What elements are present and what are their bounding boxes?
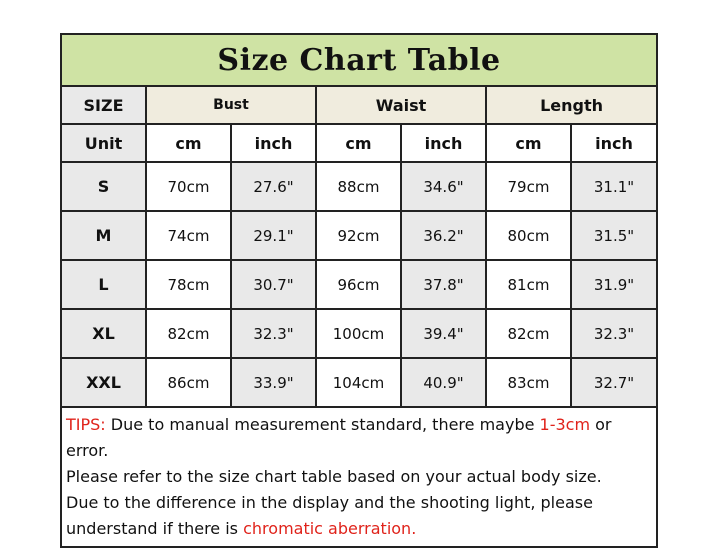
table-row (61, 260, 657, 309)
length-cm-cell: 83cm (486, 358, 571, 407)
table-row (61, 162, 657, 211)
length-cm-cell: 82cm (486, 309, 571, 358)
length-inch-unit: inch (571, 124, 657, 162)
tips-line-2: Please refer to the size chart table based on your actual body size. (66, 467, 602, 486)
length-cm-cell: 80cm (486, 211, 571, 260)
bust-cm-cell: 82cm (146, 309, 231, 358)
tips-line-1-text-a: Due to manual measurement standard, there maybe (105, 415, 540, 434)
size-cell: XXL (61, 358, 146, 407)
waist-header: Waist (316, 86, 486, 124)
header-row (61, 86, 657, 124)
length-cm-cell: 81cm (486, 260, 571, 309)
length-inch-cell: 31.1" (571, 162, 657, 211)
bust-inch-cell: 33.9" (231, 358, 316, 407)
bust-cm-cell: 74cm (146, 211, 231, 260)
bust-header: Bust (146, 86, 316, 124)
length-inch-cell: 31.5" (571, 211, 657, 260)
waist-cm-unit: cm (316, 124, 401, 162)
bust-inch-cell: 27.6" (231, 162, 316, 211)
length-inch-cell: 31.9" (571, 260, 657, 309)
tips-note (61, 407, 657, 547)
waist-cm-cell: 104cm (316, 358, 401, 407)
table-row (61, 358, 657, 407)
waist-inch-unit: inch (401, 124, 486, 162)
waist-inch-cell: 37.8" (401, 260, 486, 309)
waist-cm-cell: 92cm (316, 211, 401, 260)
waist-inch-cell: 36.2" (401, 211, 486, 260)
waist-cm-cell: 96cm (316, 260, 401, 309)
size-cell: L (61, 260, 146, 309)
bust-inch-cell: 32.3" (231, 309, 316, 358)
bust-cm-cell: 86cm (146, 358, 231, 407)
length-header: Length (486, 86, 657, 124)
bust-inch-cell: 30.7" (231, 260, 316, 309)
length-inch-cell: 32.7" (571, 358, 657, 407)
size-cell: S (61, 162, 146, 211)
waist-inch-cell: 39.4" (401, 309, 486, 358)
tips-line-4 (66, 516, 652, 542)
length-inch-cell: 32.3" (571, 309, 657, 358)
waist-inch-cell: 40.9" (401, 358, 486, 407)
tips-line-1 (66, 412, 652, 464)
tips-highlight: chromatic aberration. (243, 519, 417, 538)
bust-cm-cell: 78cm (146, 260, 231, 309)
tips-prefix: TIPS: (66, 415, 106, 434)
bust-cm-cell: 70cm (146, 162, 231, 211)
size-chart (60, 33, 656, 548)
waist-cm-cell: 100cm (316, 309, 401, 358)
tips-row (61, 407, 657, 547)
length-cm-cell: 79cm (486, 162, 571, 211)
tips-line-3: Due to the difference in the display and the shooting light, please (66, 493, 593, 512)
bust-cm-unit: cm (146, 124, 231, 162)
waist-inch-cell: 34.6" (401, 162, 486, 211)
tips-line-4-text: understand if there is (66, 519, 244, 538)
size-cell: XL (61, 309, 146, 358)
title-row (61, 34, 657, 86)
unit-label: Unit (61, 124, 146, 162)
table-row (61, 309, 657, 358)
waist-cm-cell: 88cm (316, 162, 401, 211)
tips-range: 1-3cm (539, 415, 591, 434)
table-row (61, 211, 657, 260)
unit-row (61, 124, 657, 162)
size-header: SIZE (61, 86, 146, 124)
size-chart-table (60, 33, 658, 548)
bust-inch-cell: 29.1" (231, 211, 316, 260)
length-cm-unit: cm (486, 124, 571, 162)
tips-line-1-text-b: or error. (66, 415, 612, 460)
chart-title: Size Chart Table (61, 34, 657, 86)
size-cell: M (61, 211, 146, 260)
bust-inch-unit: inch (231, 124, 316, 162)
